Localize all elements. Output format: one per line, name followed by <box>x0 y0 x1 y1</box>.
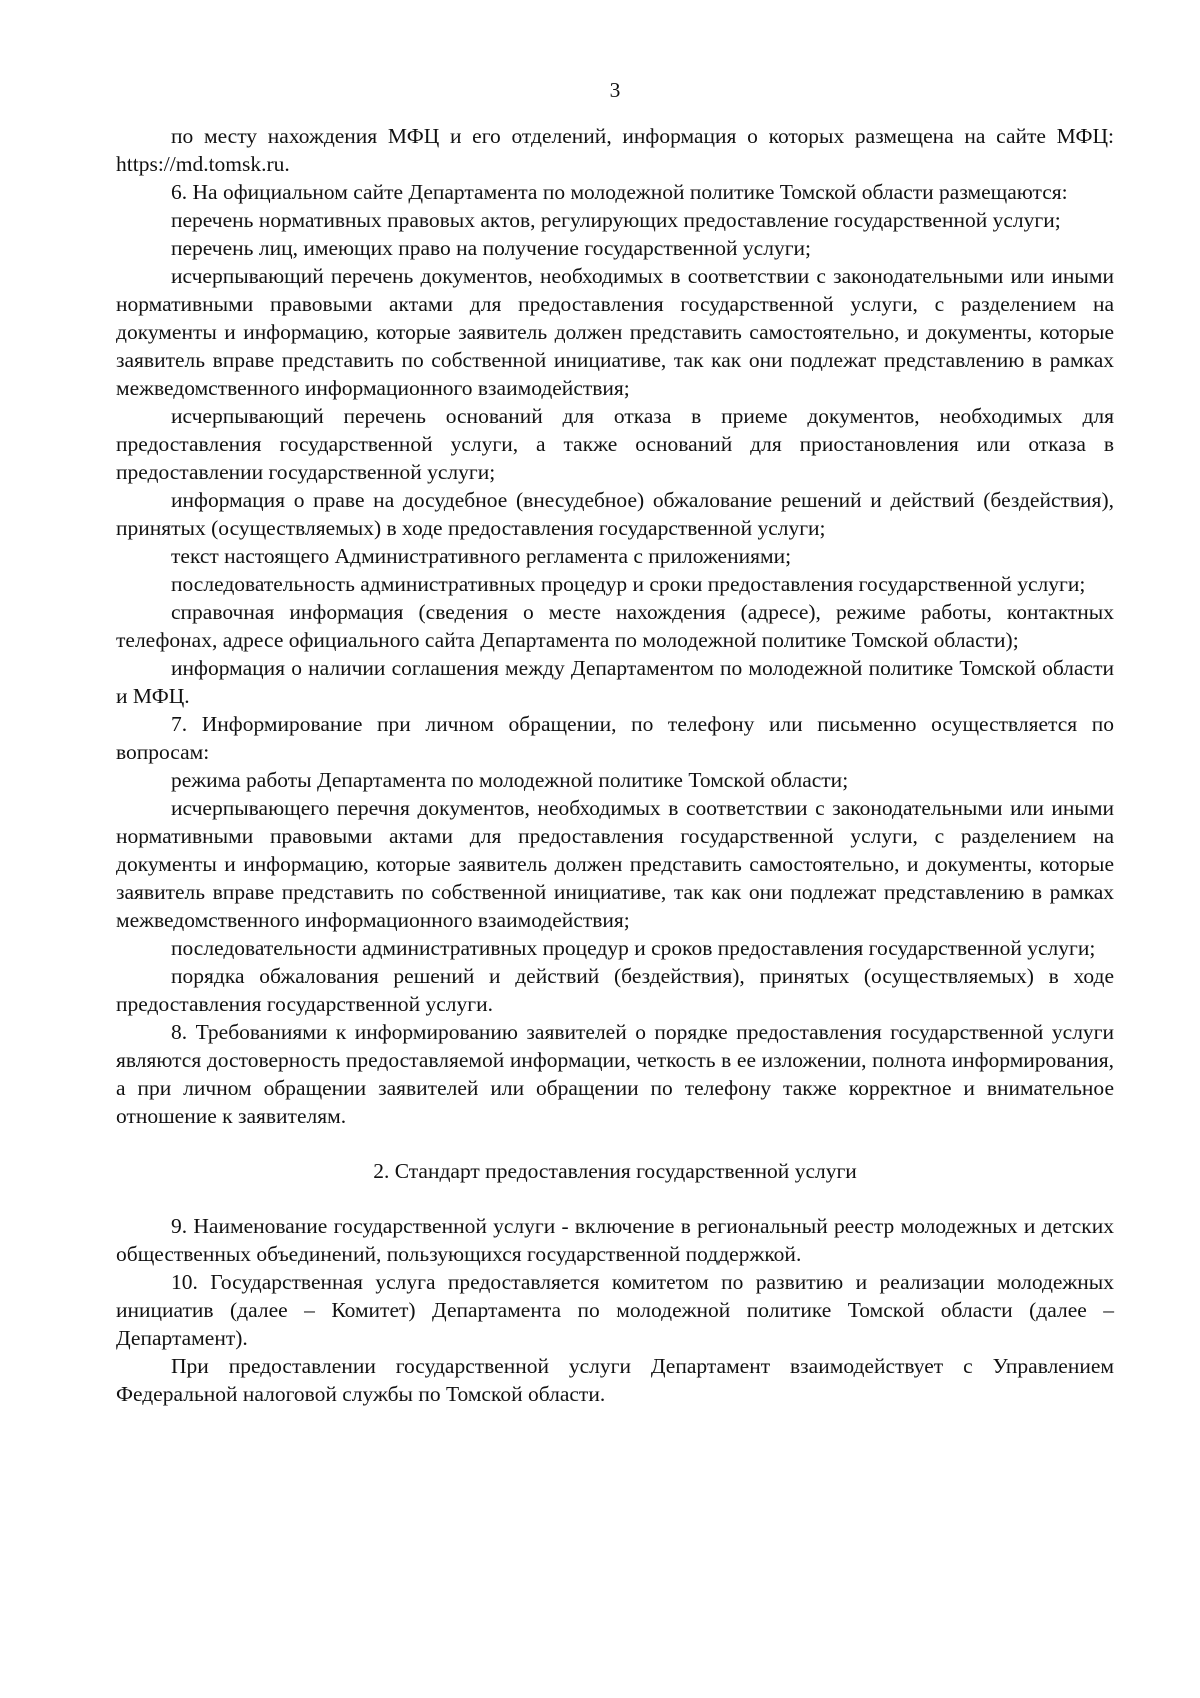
paragraph: 7. Информирование при личном обращении, по телефону или письменно осуществляется по вопросам: <box>116 712 1114 764</box>
body-text-top <box>116 122 1114 1130</box>
paragraph: 10. Государственная услуга предоставляется комитетом по развитию и реализации молодежных инициатив (далее – Комитет) Департамента по молодежной политике Томской области (далее – Департамент). <box>116 1270 1114 1350</box>
paragraph: последовательности административных процедур и сроков предоставления государственной услуги; <box>171 936 1096 960</box>
paragraph: информация о праве на досудебное (внесудебное) обжалование решений и действий (бездействия), принятых (осуществляемых) в ходе предоставления государственной услуги; <box>116 488 1114 540</box>
paragraph: перечень лиц, имеющих право на получение государственной услуги; <box>171 236 812 260</box>
section-heading: 2. Стандарт предоставления государственной услуги <box>373 1159 857 1183</box>
paragraph: информация о наличии соглашения между Департаментом по молодежной политике Томской области и МФЦ. <box>116 656 1114 708</box>
paragraph: исчерпывающий перечень оснований для отказа в приеме документов, необходимых для предоставления государственной услуги, а также оснований для приостановления или отказа в предоставлении государственной услуги; <box>116 404 1114 484</box>
paragraph: При предоставлении государственной услуги Департамент взаимодействует с Управлением Федеральной налоговой службы по Томской области. <box>116 1354 1114 1406</box>
paragraph: исчерпывающий перечень документов, необходимых в соответствии с законодательными или иными нормативными правовыми актами для предоставления государственной услуги, с разделением на документы и информацию, которые заявитель должен представить самостоятельно, и документы, которые заявитель вправе представить по собственной инициативе, так как они подлежат представлению в рамках межведомственного информационного взаимодействия; <box>116 264 1114 400</box>
paragraph: 8. Требованиями к информированию заявителей о порядке предоставления государственной услуги являются достоверность предоставляемой информации, четкость в ее изложении, полнота информирования, а при личном обращении заявителей или обращении по телефону также корректное и внимательное отношение к заявителям. <box>116 1020 1114 1128</box>
paragraph: 6. На официальном сайте Департамента по молодежной политике Томской области размещаются: <box>171 180 1068 204</box>
paragraph: справочная информация (сведения о месте нахождения (адресе), режиме работы, контактных телефонах, адресе официального сайта Департамента по молодежной политике Томской области); <box>116 600 1114 652</box>
paragraph: порядка обжалования решений и действий (бездействия), принятых (осуществляемых) в ходе предоставления государственной услуги. <box>116 964 1114 1016</box>
body-text-bottom <box>116 1212 1114 1408</box>
paragraph: режима работы Департамента по молодежной политике Томской области; <box>171 768 849 792</box>
paragraph: 9. Наименование государственной услуги - включение в региональный реестр молодежных и детских общественных объединений, пользующихся государственной поддержкой. <box>116 1214 1114 1266</box>
paragraph: исчерпывающего перечня документов, необходимых в соответствии с законодательными или иными нормативными правовыми актами для предоставления государственной услуги, с разделением на документы и информацию, которые заявитель должен представить самостоятельно, и документы, которые заявитель вправе представить по собственной инициативе, так как они подлежат представлению в рамках межведомственного информационного взаимодействия; <box>116 796 1114 932</box>
paragraph: последовательность административных процедур и сроки предоставления государственной услуги; <box>171 572 1086 596</box>
paragraph: текст настоящего Административного регламента с приложениями; <box>171 544 792 568</box>
document-page <box>116 76 1114 1408</box>
paragraph: перечень нормативных правовых актов, регулирующих предоставление государственной услуги; <box>171 208 1061 232</box>
paragraph: по месту нахождения МФЦ и его отделений, информация о которых размещена на сайте МФЦ: https://md.tomsk.ru. <box>116 124 1114 176</box>
page-number: 3 <box>609 78 621 102</box>
